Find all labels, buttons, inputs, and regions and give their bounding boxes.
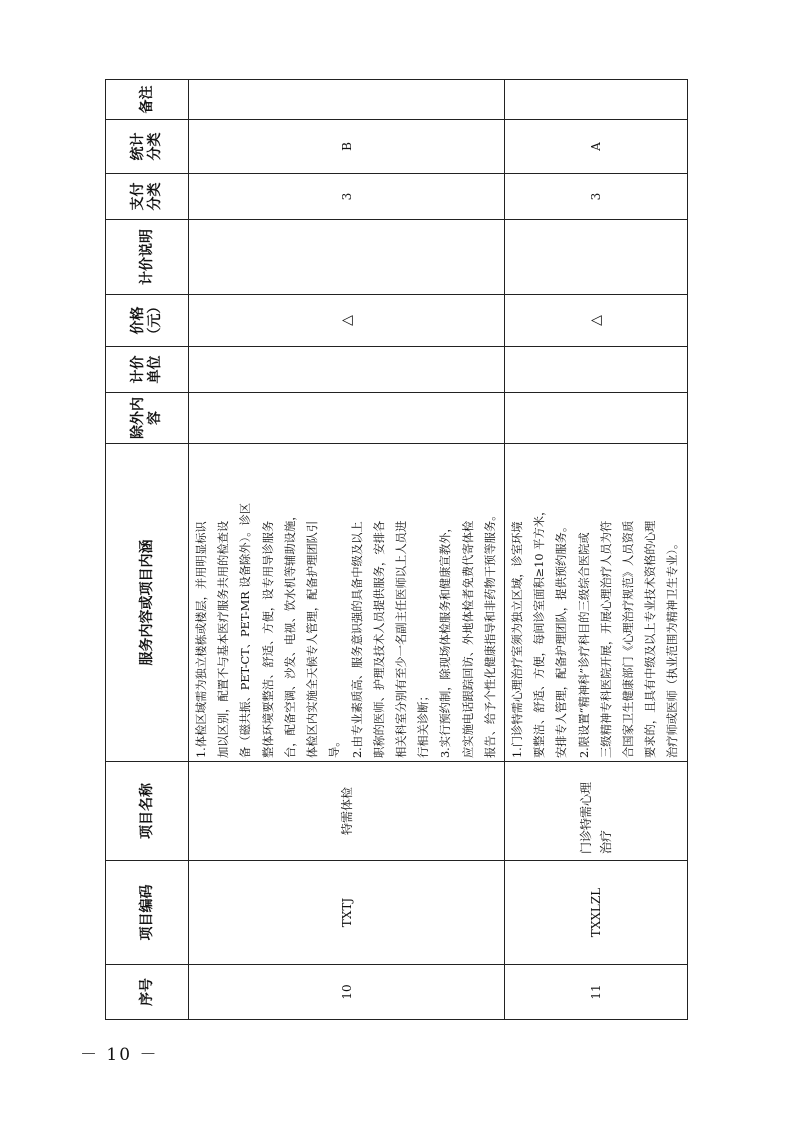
- content-line: 合国家卫生健康部门《心理治疗规范》人员资质: [622, 520, 636, 758]
- header-exclude: 除外内容: [106, 393, 189, 444]
- header-row: [106, 80, 189, 1020]
- header-code: 项目编码: [106, 861, 189, 965]
- cell-unit: [189, 347, 505, 393]
- cell-remark: [189, 80, 505, 120]
- header-unit-line1: 计价: [130, 355, 146, 384]
- header-unit-line2: 单位: [147, 355, 163, 384]
- header-pay-line1: 支付: [130, 182, 146, 211]
- cell-desc: [505, 220, 688, 295]
- content-line: 要求的，且具有中级及以上专业技术资格的心理: [644, 520, 658, 758]
- content-line: 2.限设置“精神科”诊疗科目的三级综合医院或: [577, 532, 591, 758]
- page-number: － 10 －: [80, 1045, 159, 1065]
- cell-unit: [505, 347, 688, 393]
- cell-content: [189, 444, 505, 762]
- cell-price: △: [189, 295, 505, 347]
- content-line: 整体环境要整洁、舒适、方便，设专用导诊服务: [261, 520, 275, 758]
- cell-code: TXTJ: [189, 861, 505, 965]
- content-line: 2.由专业素质高、服务意识强的具备中级及以上: [350, 521, 364, 758]
- content-line: 3.实行预约制，除现场体检服务和健康宣教外，: [439, 521, 453, 758]
- header-pay: [106, 174, 189, 220]
- cell-remark: [505, 80, 688, 120]
- content-line: 备（磁共振、PET-CT、PET-MR 设备除外）。诊区: [239, 502, 253, 758]
- content-line: 治疗师或医师（执业范围为精神卫生专业）。: [666, 537, 680, 758]
- content-line: 加以区别，配置不与基本医疗服务共用的检查设: [217, 520, 231, 758]
- cell-pay: 3: [189, 174, 505, 220]
- cell-price: △: [505, 295, 688, 347]
- service-price-table: [105, 79, 688, 1020]
- header-pay-line2: 分类: [147, 182, 163, 211]
- cell-exclude: [505, 393, 688, 444]
- cell-name-line2: 治疗: [598, 829, 613, 854]
- cell-content: [505, 444, 688, 762]
- header-content: 服务内容或项目内涵: [106, 444, 189, 762]
- table-row: [189, 80, 505, 1020]
- content-line: 行相关诊断；: [417, 690, 431, 758]
- content-line: 报告、给予个性化健康指导和非药物干预等服务。: [483, 509, 497, 758]
- content-line: 三级精神专科医院开展，开展心理治疗人员为符: [599, 520, 613, 758]
- header-name: 项目名称: [106, 762, 189, 861]
- content-line: 导。: [328, 735, 342, 758]
- header-remark: 备注: [106, 80, 189, 120]
- cell-seq: 11: [505, 965, 688, 1020]
- header-unit: [106, 347, 189, 393]
- cell-exclude: [189, 393, 505, 444]
- content-line: 安排专人管理，配备护理团队，提供预约服务。: [555, 520, 569, 758]
- content-line: 1.门诊特需心理治疗室须为独立区域，诊室环境: [511, 521, 524, 758]
- cell-name: 特需体检: [189, 762, 505, 861]
- header-price-line1: 价格: [130, 306, 146, 335]
- cell-name-line1: 门诊特需心理: [578, 781, 593, 854]
- cell-desc: [189, 220, 505, 295]
- header-desc: 计价说明: [106, 220, 189, 295]
- header-stat-line2: 分类: [147, 132, 163, 161]
- header-price: [106, 295, 189, 347]
- header-stat: [106, 120, 189, 174]
- rotated-table-container: [105, 80, 680, 1020]
- content-line: 相关科室分别有至少一名副主任医师以上人员进: [394, 520, 408, 758]
- header-stat-line1: 统计: [130, 132, 146, 161]
- content-line: 要整洁、舒适、方便，每间诊室面积≥10 平方米，: [533, 504, 547, 758]
- content-line: 职称的医师、护理及技术人员提供服务，安排各: [372, 520, 386, 758]
- content-line: 1.体检区域需为独立楼栋或楼层，并用明显标识: [195, 521, 209, 758]
- cell-code: TXXLZL: [505, 861, 688, 965]
- content-line: 台，配备空调、沙发、电视、饮水机等辅助设施，: [283, 509, 297, 758]
- header-price-line2: （元）: [147, 299, 163, 342]
- cell-stat: B: [189, 120, 505, 174]
- content-line: 应实施电话跟踪回访、外地体检者免费代寄体检: [461, 520, 475, 758]
- cell-name: [505, 762, 688, 861]
- cell-pay: 3: [505, 174, 688, 220]
- content-line: 体检区内实施全天候专人管理，配备护理团队引: [306, 520, 320, 758]
- header-seq: 序号: [106, 965, 189, 1020]
- cell-seq: 10: [189, 965, 505, 1020]
- cell-stat: A: [505, 120, 688, 174]
- table-row: [505, 80, 688, 1020]
